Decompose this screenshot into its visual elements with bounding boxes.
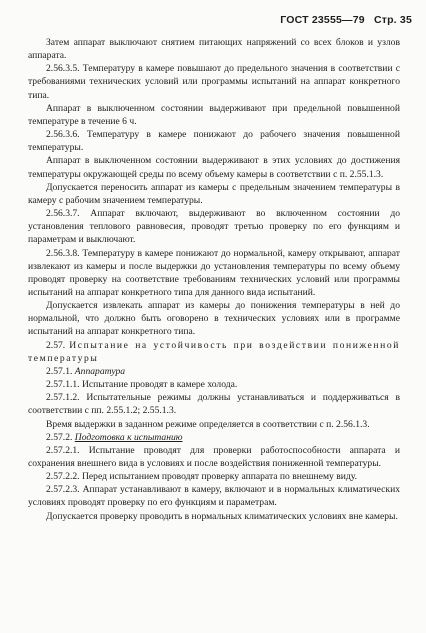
paragraph: Допускается переносить аппарат из камеры с предельным значением температуры в камеру с рабочим значением температуры. (28, 181, 400, 206)
paragraph: Допускается извлекать аппарат из камеры до понижения температуры в ней до нормальной, что должно быть оговорено в технических условиях или в программе испытаний на аппарат конкретного типа. (28, 300, 400, 338)
standard-number: ГОСТ 23555—79 (280, 14, 365, 26)
paragraph: 2.56.3.6. Температуру в камере понижают до рабочего значения повышенной температуры. (28, 129, 400, 154)
subsection-number: 2.57.1. (46, 365, 73, 377)
paragraph: 2.57.2.3. Аппарат устанавливают в камеру, включают и в нормальных климатических условиях проводят проверку по его функциям и параметрам. (28, 484, 400, 509)
document-body (28, 36, 400, 523)
paragraph: Время выдержки в заданном режиме определяется в соответствии с п. 2.56.1.3. (46, 418, 370, 430)
section-heading-2-57 (28, 339, 400, 365)
paragraph: 2.56.3.5. Температуру в камере повышают до предельного значения в соответствии с требованиями технических условий или программы испытаний на аппарат конкретного типа. (28, 63, 400, 101)
paragraph: 2.57.1.2. Испытательные режимы должны устанавливаться и поддерживаться в соответствии с пп. 2.55.1.2; 2.55.1.3. (28, 392, 400, 417)
subsection-title: Подготовка к испытанию (74, 431, 183, 443)
paragraph: 2.57.1.1. Испытание проводят в камере холода. (46, 379, 238, 391)
paragraph: Допускается проверку проводить в нормальных климатических условиях вне камеры. (46, 510, 398, 522)
paragraph: 2.56.3.7. Аппарат включают, выдерживают во включенном состоянии до установления теплового равновесия, проводят третью проверку по его функциям и параметрам и выключают. (28, 208, 400, 246)
subsection-heading-2-57-1 (28, 365, 400, 378)
page-number: Стр. 35 (373, 14, 412, 26)
paragraph: Аппарат в выключенном состоянии выдерживают при предельной повышенной температуре в течение 6 ч. (28, 102, 400, 127)
section-title: Испытание на устойчивость при воздействии пониженной температуры (28, 339, 401, 364)
paragraph: 2.56.3.8. Температуру в камере понижают до нормальной, камеру открывают, аппарат извлекают из камеры и после выдержки до установления температуры по всему объему проводят проверку на соответствие требованиям технических условий или программы испытаний на аппарат конкретного типа для данного вида испытаний. (28, 247, 400, 298)
paragraph: 2.57.2.1. Испытание проводят для проверки работоспособности аппарата и сохранения внешнего вида в условиях и после воздействия пониженной температуры. (28, 444, 400, 469)
subsection-number: 2.57.2. (46, 431, 73, 443)
paragraph: Аппарат в выключенном состоянии выдерживают в этих условиях до достижения температуры окружающей среды по всему объему камеры в соответствии с п. 2.55.1.3. (28, 155, 400, 180)
subsection-title: Аппаратура (74, 365, 126, 377)
section-number: 2.57. (46, 339, 66, 351)
page-header (280, 14, 412, 26)
paragraph: 2.57.2.2. Перед испытанием проводят проверку аппарата по внешнему виду. (46, 471, 357, 483)
subsection-heading-2-57-2 (28, 431, 400, 444)
paragraph: Затем аппарат выключают снятием питающих напряжений со всех блоков и узлов аппарата. (28, 37, 400, 62)
